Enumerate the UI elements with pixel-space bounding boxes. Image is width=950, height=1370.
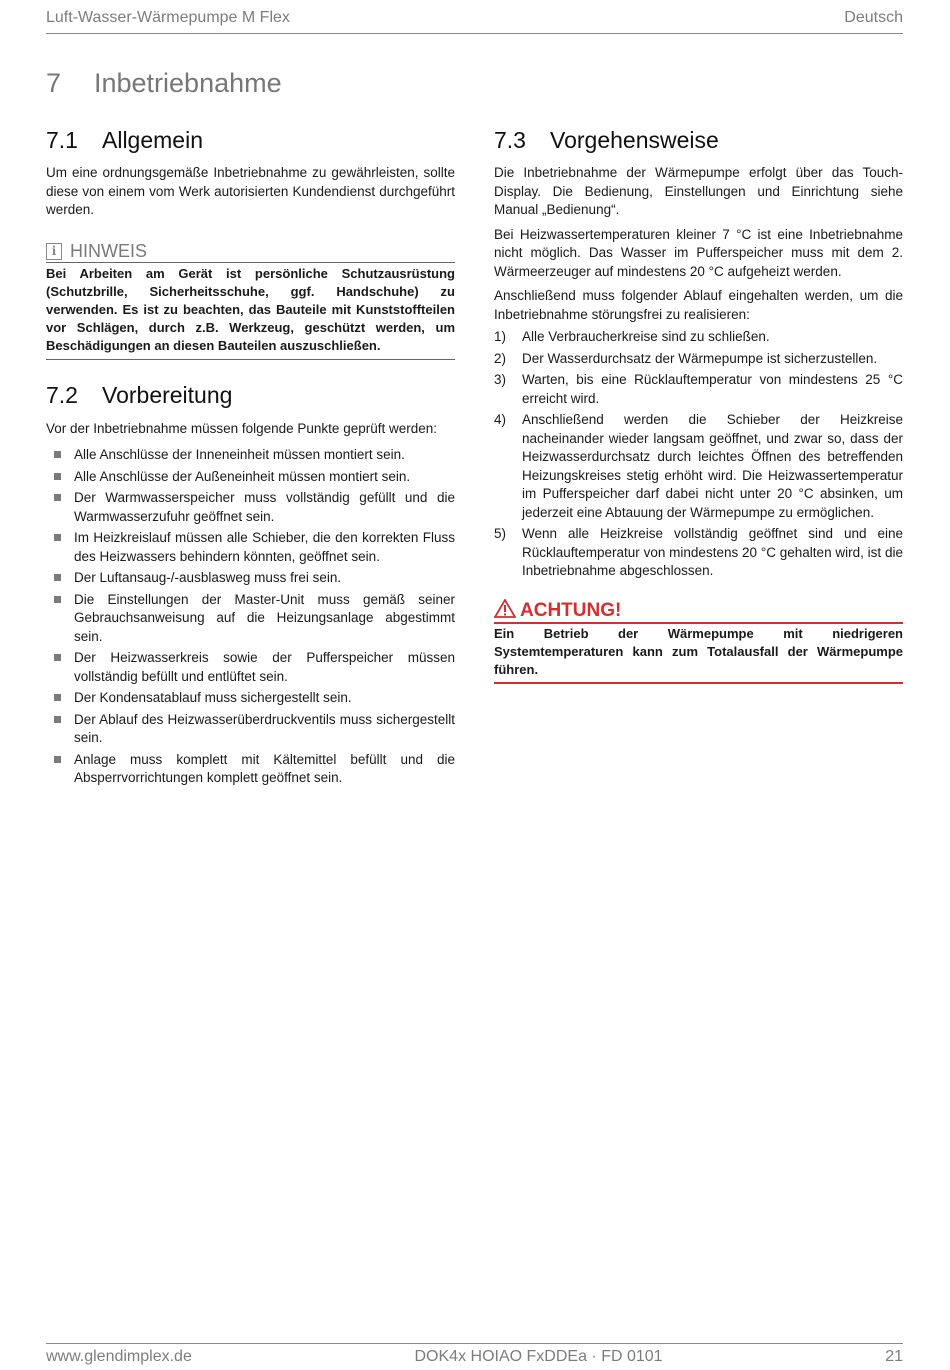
section-number: 7.3 xyxy=(494,126,526,153)
right-column xyxy=(494,124,903,684)
hint-text: Bei Arbeiten am Gerät ist persönliche Schutzausrüstung (Schutzbrille, Sicherheitsschuhe, ggf. Handschuhe) zu verwenden. Es ist zu beachten, das Bauteile mit Kunststoffteilen vor Schlägen, durch z.B. Werkzeug, geschützt werden, um Beschädigungen an diesen Bauteilen auszuschließen. xyxy=(46,265,455,353)
section-title: Vorbereitung xyxy=(102,382,233,408)
page-header xyxy=(46,0,903,34)
page-number: 21 xyxy=(885,1348,903,1365)
warning-label: ACHTUNG! xyxy=(520,600,622,621)
document-title: Luft-Wasser-Wärmepumpe M Flex xyxy=(46,8,290,26)
section-7-2-intro: Vor der Inbetriebnahme müssen folgende Punkte geprüft werden: xyxy=(46,420,437,436)
list-item: Die Einstellungen der Master-Unit muss gemäß seiner Gebrauchsanweisung auf die Heizungsanlage abgestimmt sein. xyxy=(46,591,455,647)
square-bullet-icon xyxy=(54,574,61,581)
step-item: 4) Anschließend werden die Schieber der Heizkreise nacheinander wieder langsam geöffnet, und zwar so, dass der Heizwasserdurchsatz durch leichtes Öffnen des betreffenden Heizungskreises stetig erhöht wird. Die Heizwassertemperatur im Pufferspeicher darf dabei nicht unter 20 °C absinken, um jederzeit eine Abtauung der Wärmepumpe zu ermöglichen. xyxy=(494,412,903,520)
square-bullet-icon xyxy=(54,451,61,458)
section-7-1-text: Um eine ordnungsgemäße Inbetriebnahme zu gewährleisten, sollte diese von einem vom Werk autorisierten Kundendienst durchgeführt werden. xyxy=(46,165,455,217)
list-item: Der Kondensatablauf muss sichergestellt sein. xyxy=(46,689,455,708)
square-bullet-icon xyxy=(54,596,61,603)
checklist xyxy=(46,446,455,788)
document-id: DOK4x HOIAO FxDDEa · FD 0101 xyxy=(414,1348,663,1365)
section-number: 7.2 xyxy=(46,382,78,408)
language-label: Deutsch xyxy=(844,8,903,26)
section-7-3-paragraph-1: Die Inbetriebnahme der Wärmepumpe erfolgt über das Touch-Display. Die Bedienung, Einstellungen und Einrichtung siehe Manual „Bedienung“. xyxy=(494,165,903,217)
step-item: 5) Wenn alle Heizkreise vollständig geöffnet sind und eine Rücklauftemperatur von mindestens 20 °C gehalten wird, ist die Inbetriebnahme abgeschlossen. xyxy=(494,526,903,578)
square-bullet-icon xyxy=(54,756,61,763)
list-item: Im Heizkreislauf müssen alle Schieber, die den korrekten Fluss des Heizwassers behindern könnten, geöffnet sein. xyxy=(46,529,455,566)
warning-text: Ein Betrieb der Wärmepumpe mit niedrigeren Systemtemperaturen kann zum Totalausfall der Wärmepumpe führen. xyxy=(494,625,903,677)
section-number: 7.1 xyxy=(46,126,78,153)
section-7-2-heading xyxy=(46,380,455,412)
section-7-1-heading xyxy=(46,124,455,156)
square-bullet-icon xyxy=(54,694,61,701)
hint-header xyxy=(46,242,455,263)
list-item: Der Luftansaug-/-ausblasweg muss frei sein. xyxy=(46,569,455,588)
section-title: Allgemein xyxy=(102,126,203,153)
square-bullet-icon xyxy=(54,473,61,480)
warning-header xyxy=(494,601,903,624)
step-item: 2) Der Wasserdurchsatz der Wärmepumpe ist sicherzustellen. xyxy=(494,350,878,366)
left-column xyxy=(46,124,455,791)
section-7-3-heading xyxy=(494,124,903,156)
list-item: Alle Anschlüsse der Außeneinheit müssen montiert sein. xyxy=(46,468,455,487)
square-bullet-icon xyxy=(54,494,61,501)
list-item: Der Ablauf des Heizwasserüberdruckventils muss sichergestellt sein. xyxy=(46,711,455,748)
website-link[interactable]: www.glendimplex.de xyxy=(46,1348,192,1365)
list-item: Alle Anschlüsse der Inneneinheit müssen montiert sein. xyxy=(46,446,455,465)
section-7-3-paragraph-2: Bei Heizwassertemperaturen kleiner 7 °C ist eine Inbetriebnahme nicht möglich. Das Wasser im Pufferspeicher muss mit dem 2. Wärmeerzeuger auf mindestens 20 °C aufgeheizt werden. xyxy=(494,226,903,279)
list-item: Der Heizwasserkreis sowie der Pufferspeicher müssen vollständig befüllt und entlüftet sein. xyxy=(46,649,455,686)
list-item: Der Warmwasserspeicher muss vollständig gefüllt und die Warmwasserzufuhr geöffnet sein. xyxy=(46,489,455,526)
warning-triangle-icon xyxy=(494,599,520,624)
chapter-heading xyxy=(46,68,282,99)
hint-label: HINWEIS xyxy=(70,241,148,261)
info-icon: i xyxy=(46,243,62,260)
square-bullet-icon xyxy=(54,654,61,661)
square-bullet-icon xyxy=(54,716,61,723)
step-item: 1) Alle Verbraucherkreise sind zu schließen. xyxy=(494,329,770,344)
chapter-number: 7 xyxy=(46,68,62,98)
section-title: Vorgehensweise xyxy=(550,126,719,153)
section-7-3-paragraph-3: Anschließend muss folgender Ablauf eingehalten werden, um die Inbetriebnahme störungsfrei zu realisieren: xyxy=(494,288,903,322)
warning-box xyxy=(494,601,903,684)
procedure-steps xyxy=(494,328,903,581)
hint-box xyxy=(46,242,455,360)
list-item: Anlage muss komplett mit Kältemittel befüllt und die Absperrvorrichtungen komplett geöffnet sein. xyxy=(46,751,455,788)
page-footer xyxy=(46,1343,903,1370)
chapter-title: Inbetriebnahme xyxy=(94,68,282,98)
step-item: 3) Warten, bis eine Rücklauftemperatur von mindestens 25 °C erreicht wird. xyxy=(494,372,903,406)
square-bullet-icon xyxy=(54,534,61,541)
